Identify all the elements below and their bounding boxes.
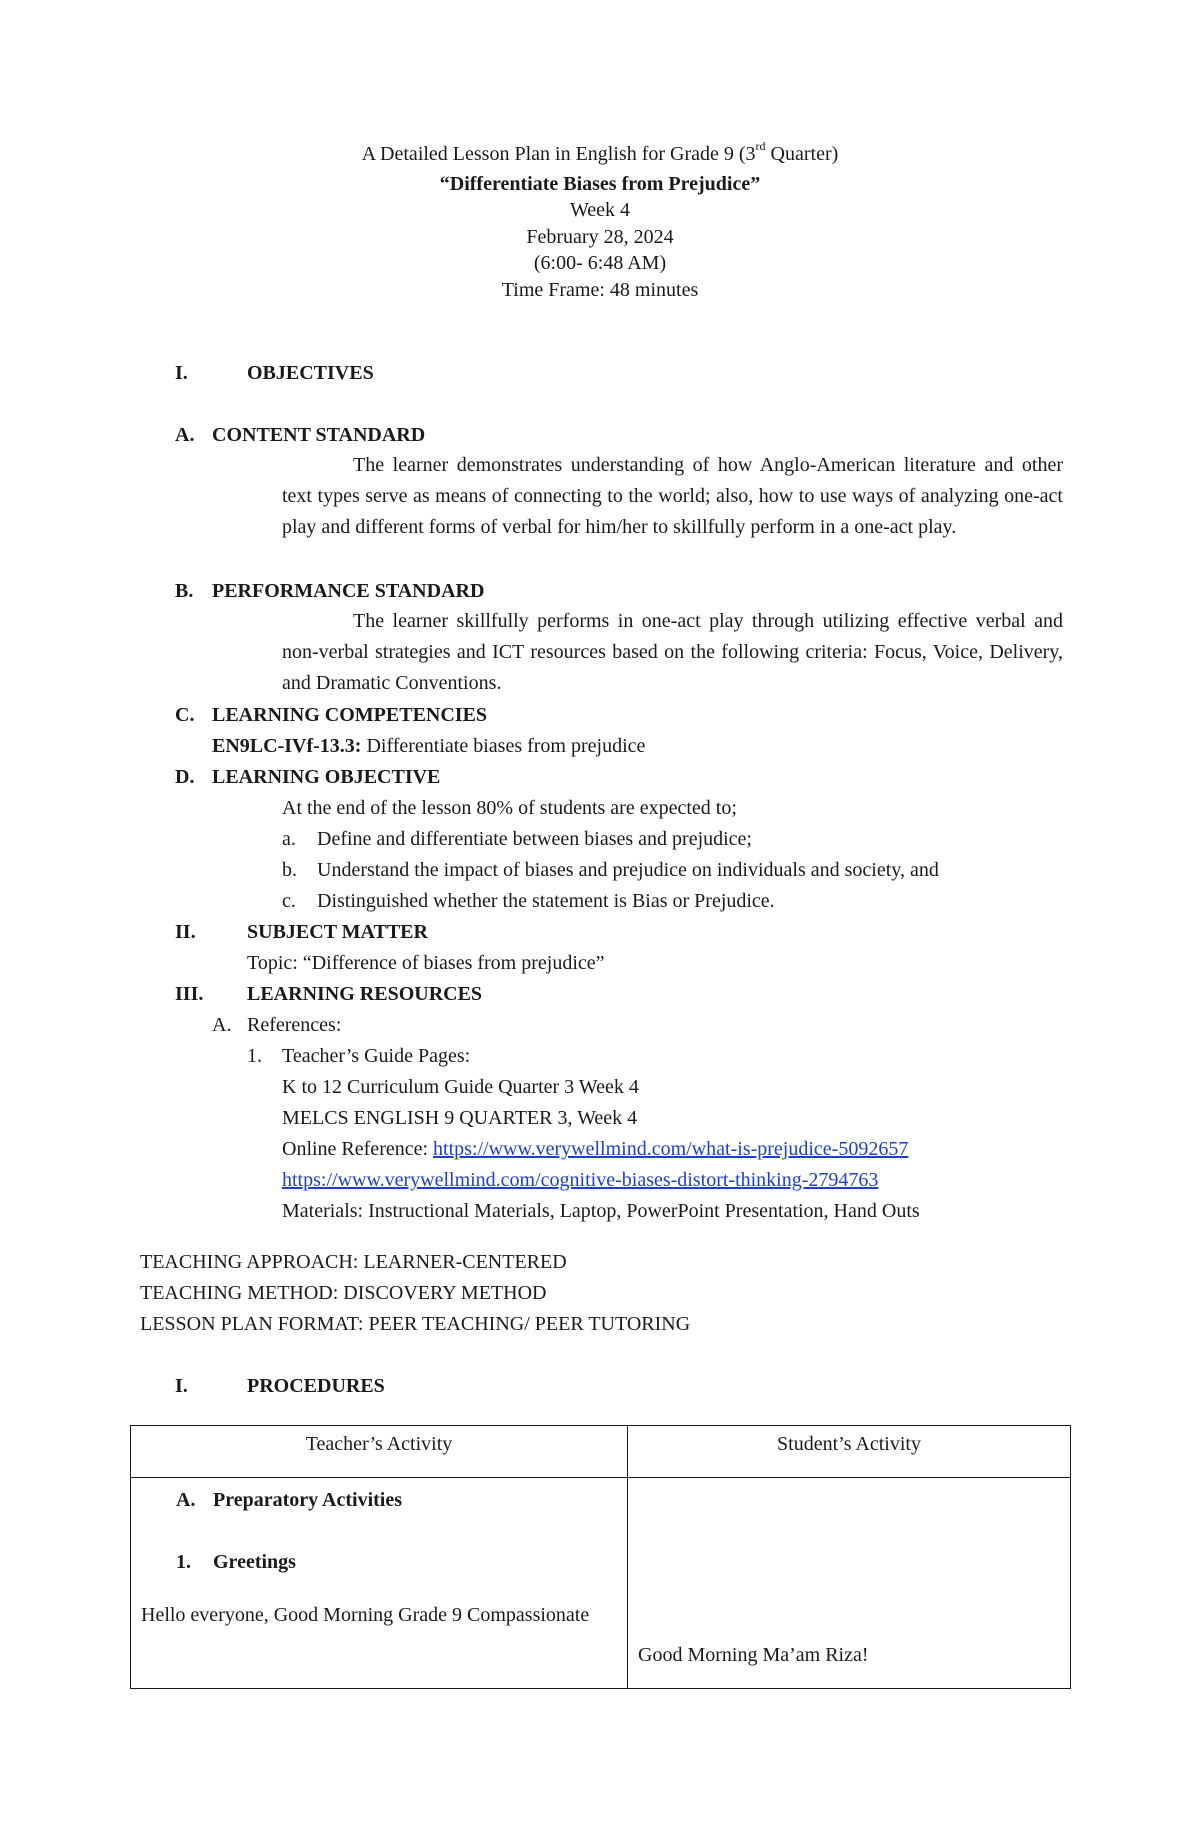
learning-competencies-heading: LEARNING COMPETENCIES [212, 704, 488, 726]
performance-standard-text: The learner skillfully performs in one-act play through utilizing effective verbal and non-verbal strategies and ICT resources based on the following criteria: Focus, Voice, Delivery, and Dramatic Conventions. [282, 610, 1063, 694]
step-number: 1. [176, 1551, 191, 1573]
time-frame-label: Time Frame: 48 minutes [501, 279, 699, 301]
subject-matter-topic: Topic: “Difference of biases from prejudice” [247, 952, 605, 974]
materials-line: Materials: Instructional Materials, Laptop, PowerPoint Presentation, Hand Outs [282, 1200, 920, 1222]
guide-label: Teacher’s Guide Pages: [282, 1045, 471, 1067]
objective-item-text: Distinguished whether the statement is Bias or Prejudice. [317, 890, 775, 912]
competency-line [212, 734, 645, 758]
learning-competencies-letter: C. [175, 704, 195, 726]
learning-resources-numeral: III. [175, 983, 204, 1005]
performance-standard-letter: B. [175, 580, 194, 602]
content-standard-text: The learner demonstrates understanding of how Anglo-American literature and other text types serve as means of connecting to the world; also, how to use ways of analyzing one-act play and different forms of verbal for him/her to skillfully perform in a one-act play. [282, 454, 1063, 538]
title-suffix: Quarter) [765, 143, 839, 165]
lesson-plan-format: LESSON PLAN FORMAT: PEER TEACHING/ PEER TUTORING [140, 1313, 691, 1335]
objectives-heading: OBJECTIVES [247, 362, 374, 384]
competency-code: EN9LC-IVf-13.3: [212, 735, 362, 757]
step-heading: Greetings [213, 1551, 296, 1573]
procedures-table [130, 1425, 1071, 1689]
subject-matter-heading: SUBJECT MATTER [247, 921, 428, 943]
online-reference-label: Online Reference: [282, 1138, 434, 1160]
objective-item-marker: c. [282, 890, 296, 912]
objectives-numeral: I. [175, 362, 188, 384]
guide-line-curriculum: K to 12 Curriculum Guide Quarter 3 Week 4 [282, 1076, 639, 1098]
objective-item-text: Understand the impact of biases and prejudice on individuals and society, and [317, 859, 939, 881]
teaching-method: TEACHING METHOD: DISCOVERY METHOD [140, 1282, 547, 1304]
section-letter: A. [176, 1489, 196, 1511]
document-title [0, 139, 1200, 166]
competency-text: Differentiate biases from prejudice [361, 735, 646, 757]
student-activity-header: Student’s Activity [777, 1433, 921, 1455]
references-label: References: [247, 1014, 342, 1036]
title-superscript: rd [755, 139, 766, 154]
performance-standard-heading: PERFORMANCE STANDARD [212, 580, 485, 602]
learning-objective-intro: At the end of the lesson 80% of students are expected to; [282, 797, 737, 819]
student-activity-cell [628, 1478, 1071, 1689]
procedures-heading: PROCEDURES [247, 1375, 385, 1397]
teaching-approach: TEACHING APPROACH: LEARNER-CENTERED [140, 1251, 567, 1273]
student-greeting-text: Good Morning Ma’am Riza! [638, 1644, 869, 1666]
date-label: February 28, 2024 [526, 226, 674, 248]
table-row [131, 1478, 1071, 1689]
content-standard-heading: CONTENT STANDARD [212, 424, 426, 446]
teacher-greeting-text: Hello everyone, Good Morning Grade 9 Compassionate [141, 1604, 590, 1626]
teacher-activity-cell [131, 1478, 628, 1689]
subject-matter-numeral: II. [175, 921, 196, 943]
objective-item-marker: a. [282, 828, 296, 850]
references-letter: A. [212, 1014, 232, 1036]
learning-resources-heading: LEARNING RESOURCES [247, 983, 483, 1005]
section-heading: Preparatory Activities [213, 1489, 403, 1511]
time-label: (6:00- 6:48 AM) [533, 252, 667, 274]
online-reference-line [282, 1137, 908, 1161]
week-label: Week 4 [569, 199, 631, 221]
title-prefix: A Detailed Lesson Plan in English for Grade 9 (3 [361, 143, 756, 165]
online-reference-line-2 [282, 1168, 878, 1192]
procedures-numeral: I. [175, 1375, 188, 1397]
online-reference-link-biases[interactable]: https://www.verywellmind.com/cognitive-biases-distort-thinking-2794763 [282, 1169, 879, 1191]
table-header-cell [131, 1426, 628, 1478]
table-header-cell [628, 1426, 1071, 1478]
online-reference-link-prejudice[interactable]: https://www.verywellmind.com/what-is-prejudice-5092657 [433, 1138, 909, 1160]
document-subtitle: “Differentiate Biases from Prejudice” [439, 173, 761, 195]
teacher-activity-header: Teacher’s Activity [305, 1433, 453, 1455]
guide-number: 1. [247, 1045, 262, 1067]
objective-item-marker: b. [282, 859, 297, 881]
table-header-row [131, 1426, 1071, 1478]
learning-objective-letter: D. [175, 766, 195, 788]
objective-item-text: Define and differentiate between biases and prejudice; [317, 828, 752, 850]
guide-line-melcs: MELCS ENGLISH 9 QUARTER 3, Week 4 [282, 1107, 638, 1129]
learning-objective-heading: LEARNING OBJECTIVE [212, 766, 441, 788]
content-standard-letter: A. [175, 424, 195, 446]
